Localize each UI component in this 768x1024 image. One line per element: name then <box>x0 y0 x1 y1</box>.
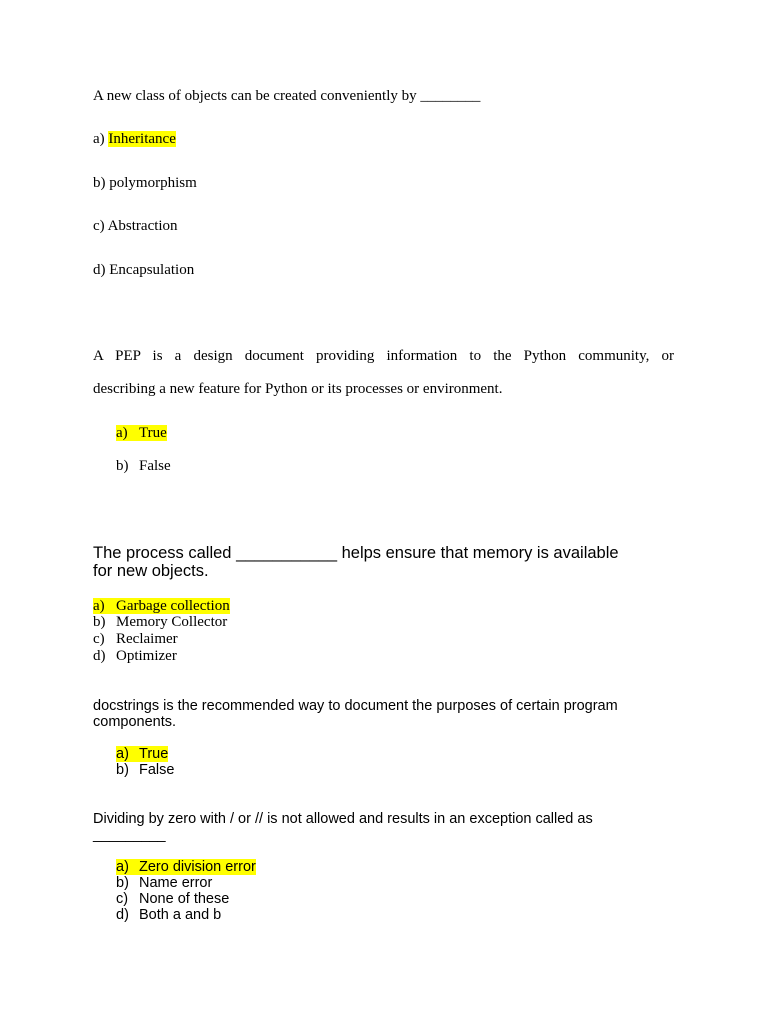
highlighted-answer <box>116 425 167 441</box>
option-label: False <box>139 458 171 474</box>
option-label: Garbage collection <box>116 598 230 614</box>
question-2-text-line-2: describing a new feature for Python or its processes or environment. <box>93 381 503 397</box>
question-1-option-b: b) polymorphism <box>93 175 197 191</box>
question-1-text: A new class of objects can be created conveniently by ________ <box>93 88 481 104</box>
question-2-text-line-1: A PEP is a design document providing information to the Python community, or <box>93 348 674 364</box>
option-label: Memory Collector <box>116 614 228 630</box>
option-marker: b) <box>116 875 129 891</box>
option-marker: a) <box>116 746 129 762</box>
option-marker: a) <box>116 425 128 441</box>
highlighted-answer: Inheritance <box>108 131 176 147</box>
question-2-option-a <box>116 425 167 442</box>
question-3-text-line-2: for new objects. <box>93 562 209 580</box>
question-5-text-line-2: _________ <box>93 827 166 843</box>
option-label: Reclaimer <box>116 631 178 647</box>
option-marker: d) <box>93 648 106 664</box>
question-4-option-a <box>116 746 168 762</box>
question-3-option-b <box>93 614 227 631</box>
option-label: True <box>139 425 167 441</box>
option-marker: a) <box>116 859 129 875</box>
option-label: Optimizer <box>116 648 177 664</box>
option-marker: b) <box>93 614 106 630</box>
question-3-option-c <box>93 631 178 648</box>
option-marker: b) <box>116 458 129 474</box>
option-label: Both a and b <box>139 907 222 923</box>
option-marker: b) <box>116 762 129 778</box>
question-5-option-a <box>116 859 256 875</box>
question-4-option-b <box>116 762 174 778</box>
question-1-option-a <box>93 131 176 148</box>
question-4-text-line-2: components. <box>93 714 177 730</box>
question-5-option-b <box>116 875 212 891</box>
question-2-option-b <box>116 458 171 475</box>
question-1-option-d: d) Encapsulation <box>93 262 195 278</box>
question-4-text-line-1: docstrings is the recommended way to document the purposes of certain program <box>93 698 618 714</box>
question-5-option-d <box>116 907 221 923</box>
option-label: True <box>139 746 169 762</box>
option-marker: a) <box>93 131 109 147</box>
option-label: Zero division error <box>139 859 256 875</box>
highlighted-answer <box>93 598 230 614</box>
option-marker: c) <box>116 891 129 907</box>
question-5-option-c <box>116 891 229 907</box>
option-label: Name error <box>139 875 213 891</box>
highlighted-answer <box>116 746 168 762</box>
option-marker: d) <box>116 907 129 923</box>
question-3-option-d <box>93 648 177 665</box>
question-5-text-line-1: Dividing by zero with / or // is not allowed and results in an exception called as <box>93 811 593 827</box>
option-label: None of these <box>139 891 230 907</box>
question-3-text-line-1: The process called ___________ helps ensure that memory is available <box>93 544 619 562</box>
question-1-option-c: c) Abstraction <box>93 218 178 234</box>
option-label: False <box>139 762 175 778</box>
option-marker: a) <box>93 598 105 614</box>
option-marker: c) <box>93 631 105 647</box>
question-3-option-a <box>93 598 230 615</box>
highlighted-answer <box>116 859 256 875</box>
